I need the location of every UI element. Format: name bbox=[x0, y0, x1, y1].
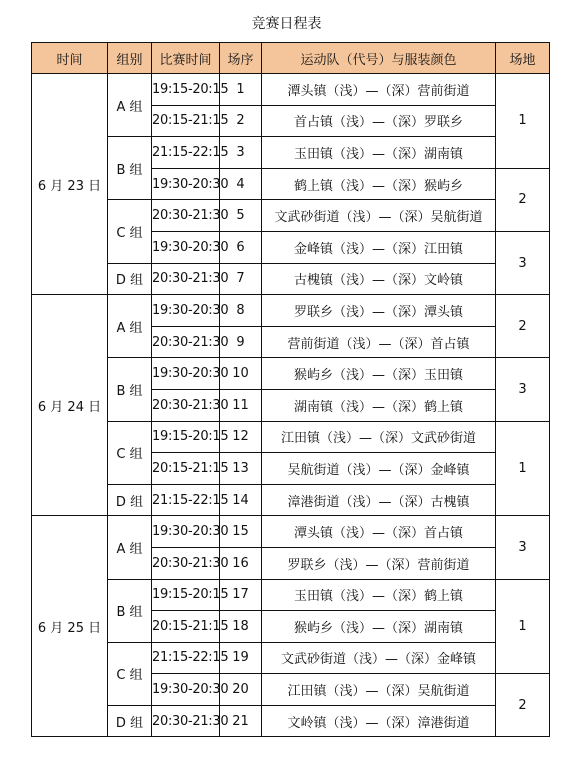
match-time-cell: 19:15-20:15 bbox=[152, 421, 220, 453]
match-no-cell: 6 bbox=[220, 231, 262, 263]
table-row bbox=[32, 263, 550, 295]
table-row bbox=[32, 421, 550, 453]
match-no-cell: 21 bbox=[220, 705, 262, 737]
date-cell: 6 月 23 日 bbox=[32, 74, 108, 295]
teams-cell: 鹤上镇（浅）—（深）猴屿乡 bbox=[262, 168, 496, 200]
header-row bbox=[32, 43, 550, 74]
match-time-cell: 19:15-20:15 bbox=[152, 74, 220, 106]
match-time-cell: 19:30-20:30 bbox=[152, 358, 220, 390]
match-time-cell: 20:30-21:30 bbox=[152, 326, 220, 358]
header-match-time: 比赛时间 bbox=[152, 43, 220, 74]
teams-cell: 文岭镇（浅）—（深）漳港街道 bbox=[262, 705, 496, 737]
match-no-cell: 19 bbox=[220, 642, 262, 674]
match-time-cell: 20:30-21:30 bbox=[152, 705, 220, 737]
header-teams: 运动队（代号）与服装颜色 bbox=[262, 43, 496, 74]
venue-cell: 1 bbox=[496, 421, 550, 516]
match-time-cell: 19:30-20:30 bbox=[152, 231, 220, 263]
match-no-cell: 5 bbox=[220, 200, 262, 232]
match-time-cell: 20:30-21:30 bbox=[152, 547, 220, 579]
date-cell: 6 月 24 日 bbox=[32, 295, 108, 516]
match-time-cell: 19:30-20:30 bbox=[152, 168, 220, 200]
teams-cell: 江田镇（浅）—（深）文武砂街道 bbox=[262, 421, 496, 453]
match-no-cell: 16 bbox=[220, 547, 262, 579]
teams-cell: 潭头镇（浅）—（深）营前街道 bbox=[262, 74, 496, 106]
match-no-cell: 2 bbox=[220, 105, 262, 137]
table-row bbox=[32, 484, 550, 516]
teams-cell: 玉田镇（浅）—（深）鹤上镇 bbox=[262, 579, 496, 611]
teams-cell: 玉田镇（浅）—（深）湖南镇 bbox=[262, 137, 496, 169]
venue-cell: 2 bbox=[496, 674, 550, 737]
table-row bbox=[32, 358, 550, 390]
group-cell: A 组 bbox=[108, 516, 152, 579]
table-row bbox=[32, 137, 550, 169]
match-no-cell: 7 bbox=[220, 263, 262, 295]
table-row bbox=[32, 295, 550, 327]
group-cell: D 组 bbox=[108, 484, 152, 516]
teams-cell: 营前街道（浅）—（深）首占镇 bbox=[262, 326, 496, 358]
group-cell: D 组 bbox=[108, 263, 152, 295]
table-row bbox=[32, 200, 550, 232]
group-cell: A 组 bbox=[108, 295, 152, 358]
venue-cell: 3 bbox=[496, 516, 550, 579]
group-cell: C 组 bbox=[108, 200, 152, 263]
venue-cell: 1 bbox=[496, 74, 550, 169]
table-row bbox=[32, 579, 550, 611]
header-group: 组别 bbox=[108, 43, 152, 74]
match-no-cell: 14 bbox=[220, 484, 262, 516]
match-time-cell: 21:15-22:15 bbox=[152, 642, 220, 674]
group-cell: B 组 bbox=[108, 579, 152, 642]
match-no-cell: 11 bbox=[220, 389, 262, 421]
match-time-cell: 20:15-21:15 bbox=[152, 453, 220, 485]
teams-cell: 古槐镇（浅）—（深）文岭镇 bbox=[262, 263, 496, 295]
table-row bbox=[32, 642, 550, 674]
match-time-cell: 20:15-21:15 bbox=[152, 105, 220, 137]
match-no-cell: 13 bbox=[220, 453, 262, 485]
table-row bbox=[32, 705, 550, 737]
group-cell: C 组 bbox=[108, 642, 152, 705]
teams-cell: 江田镇（浅）—（深）吴航街道 bbox=[262, 674, 496, 706]
match-time-cell: 20:30-21:30 bbox=[152, 200, 220, 232]
teams-cell: 猴屿乡（浅）—（深）湖南镇 bbox=[262, 611, 496, 643]
schedule-body bbox=[32, 74, 550, 737]
table-row bbox=[32, 516, 550, 548]
table-row bbox=[32, 74, 550, 106]
teams-cell: 金峰镇（浅）—（深）江田镇 bbox=[262, 231, 496, 263]
page-title: 竞赛日程表 bbox=[251, 16, 322, 32]
venue-cell: 3 bbox=[496, 231, 550, 294]
match-no-cell: 18 bbox=[220, 611, 262, 643]
match-no-cell: 12 bbox=[220, 421, 262, 453]
match-no-cell: 9 bbox=[220, 326, 262, 358]
venue-cell: 3 bbox=[496, 358, 550, 421]
group-cell: C 组 bbox=[108, 421, 152, 484]
venue-cell: 2 bbox=[496, 168, 550, 231]
group-cell: B 组 bbox=[108, 137, 152, 200]
match-no-cell: 1 bbox=[220, 74, 262, 106]
match-time-cell: 19:30-20:30 bbox=[152, 516, 220, 548]
teams-cell: 潭头镇（浅）—（深）首占镇 bbox=[262, 516, 496, 548]
venue-cell: 1 bbox=[496, 579, 550, 674]
schedule-table bbox=[31, 42, 550, 737]
match-time-cell: 19:30-20:30 bbox=[152, 295, 220, 327]
header-date: 时间 bbox=[32, 43, 108, 74]
date-cell: 6 月 25 日 bbox=[32, 516, 108, 737]
header-match-no: 场序 bbox=[220, 43, 262, 74]
match-no-cell: 8 bbox=[220, 295, 262, 327]
match-time-cell: 21:15-22:15 bbox=[152, 484, 220, 516]
match-time-cell: 19:15-20:15 bbox=[152, 579, 220, 611]
match-no-cell: 4 bbox=[220, 168, 262, 200]
teams-cell: 罗联乡（浅）—（深）营前街道 bbox=[262, 547, 496, 579]
match-time-cell: 20:15-21:15 bbox=[152, 611, 220, 643]
teams-cell: 罗联乡（浅）—（深）潭头镇 bbox=[262, 295, 496, 327]
group-cell: A 组 bbox=[108, 74, 152, 137]
teams-cell: 首占镇（浅）—（深）罗联乡 bbox=[262, 105, 496, 137]
match-time-cell: 19:30-20:30 bbox=[152, 674, 220, 706]
match-time-cell: 20:30-21:30 bbox=[152, 263, 220, 295]
teams-cell: 文武砂街道（浅）—（深）金峰镇 bbox=[262, 642, 496, 674]
match-no-cell: 20 bbox=[220, 674, 262, 706]
venue-cell: 2 bbox=[496, 295, 550, 358]
group-cell: B 组 bbox=[108, 358, 152, 421]
teams-cell: 湖南镇（浅）—（深）鹤上镇 bbox=[262, 389, 496, 421]
match-no-cell: 3 bbox=[220, 137, 262, 169]
match-no-cell: 10 bbox=[220, 358, 262, 390]
teams-cell: 吴航街道（浅）—（深）金峰镇 bbox=[262, 453, 496, 485]
match-no-cell: 17 bbox=[220, 579, 262, 611]
header-venue: 场地 bbox=[496, 43, 550, 74]
teams-cell: 文武砂街道（浅）—（深）吴航街道 bbox=[262, 200, 496, 232]
teams-cell: 猴屿乡（浅）—（深）玉田镇 bbox=[262, 358, 496, 390]
match-no-cell: 15 bbox=[220, 516, 262, 548]
teams-cell: 漳港街道（浅）—（深）古槐镇 bbox=[262, 484, 496, 516]
group-cell: D 组 bbox=[108, 705, 152, 737]
match-time-cell: 21:15-22:15 bbox=[152, 137, 220, 169]
match-time-cell: 20:30-21:30 bbox=[152, 389, 220, 421]
